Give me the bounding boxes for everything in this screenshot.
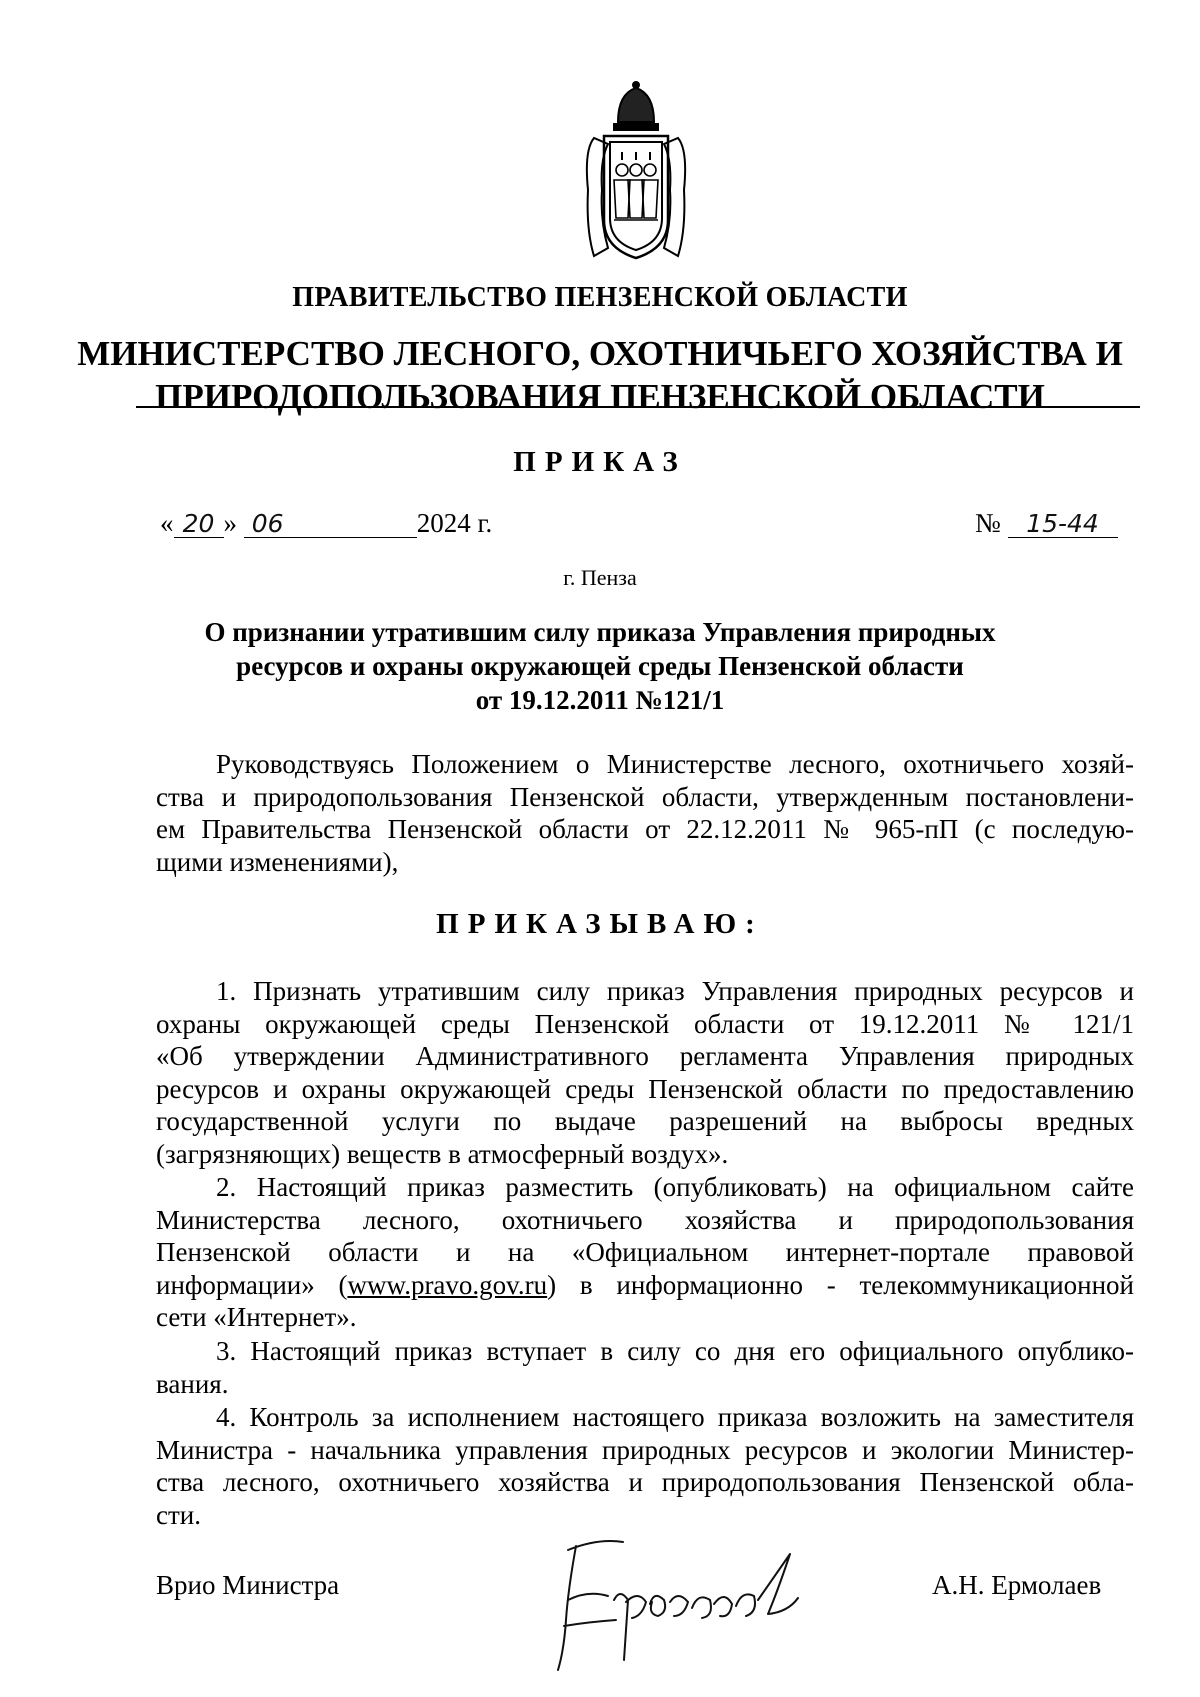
order-date xyxy=(160,508,492,539)
item-line: ресурсов и охраны окружающей среды Пензенской области по предоставлению xyxy=(156,1073,1134,1104)
order-title: ПРИКАЗ xyxy=(513,446,687,478)
ministry-heading-line2: ПРИРОДОПОЛЬЗОВАНИЯ ПЕНЗЕНСКОЙ ОБЛАСТИ xyxy=(155,377,1045,416)
item-line: 2. Настоящий приказ разместить (опубликовать) на официальном сайте xyxy=(216,1172,1134,1202)
subject-line2: ресурсов и охраны окружающей среды Пензенской области xyxy=(236,651,964,681)
preamble-line: щими изменениями), xyxy=(156,846,399,877)
preamble-line: ем Правительства Пензенской области от 22.12.2011 № 965-пП (с последую- xyxy=(156,814,1134,845)
item-line: сти. xyxy=(156,1499,201,1530)
order-subject xyxy=(0,615,1200,717)
date-close-quote: » xyxy=(223,508,237,538)
coat-of-arms-emblem xyxy=(574,80,698,268)
number-value: 15-44 xyxy=(1008,511,1118,538)
date-open-quote: « xyxy=(160,508,174,538)
item-line xyxy=(156,1269,1134,1302)
number-label: № xyxy=(975,508,1001,538)
item-line: 4. Контроль за исполнением настоящего приказа возложить на заместителя xyxy=(216,1402,1134,1432)
item-line-text: ) в информационно - телекоммуникационной xyxy=(547,1269,1134,1300)
orders-title: ПРИКАЗЫВАЮ: xyxy=(436,908,764,940)
header-divider xyxy=(136,406,1140,408)
government-heading: ПРАВИТЕЛЬСТВО ПЕНЗЕНСКОЙ ОБЛАСТИ xyxy=(292,282,908,313)
item-line: охраны окружающей среды Пензенской области от 19.12.2011 № 121/1 xyxy=(156,1008,1134,1039)
date-day: 20 xyxy=(174,511,224,538)
item-line: 1. Признать утратившим силу приказ Управления природных ресурсов и xyxy=(216,976,1134,1006)
item-3 xyxy=(156,1335,1134,1400)
item-line: 3. Настоящий приказ вступает в силу со дня его официального опублико- xyxy=(216,1336,1134,1366)
subject-line1: О признании утратившим силу приказа Управления природных xyxy=(204,617,996,647)
item-line: (загрязняющих) веществ в атмосферный воздух». xyxy=(156,1138,729,1169)
ministry-heading-line1: МИНИСТЕРСТВО ЛЕСНОГО, ОХОТНИЧЬЕГО ХОЗЯЙСТВА И xyxy=(77,334,1123,373)
item-line: вания. xyxy=(156,1368,229,1399)
item-2 xyxy=(156,1171,1134,1334)
subject-line3: от 19.12.2011 №121/1 xyxy=(475,685,725,715)
signatory-role: Врио Министра xyxy=(156,1570,340,1600)
signatory-name: А.Н. Ермолаев xyxy=(932,1570,1102,1600)
item-line: ства лесного, охотничьего хозяйства и природопользования Пензенской обла- xyxy=(156,1467,1134,1498)
item-line: Министерства лесного, охотничьего хозяйства и природопользования xyxy=(156,1204,1134,1235)
item-4 xyxy=(156,1401,1134,1531)
preamble xyxy=(156,748,1134,878)
handwritten-signature xyxy=(528,1530,828,1680)
order-number xyxy=(975,508,1118,539)
item-line: Пензенской области и на «Официальном интернет-портале правовой xyxy=(156,1237,1134,1268)
preamble-line: ства и природопользования Пензенской области, утвержденным постановлени- xyxy=(156,781,1134,812)
item-line: Министра - начальника управления природных ресурсов и экологии Министер- xyxy=(156,1434,1134,1465)
item-line: сети «Интернет». xyxy=(156,1302,357,1333)
city: г. Пенза xyxy=(563,565,637,590)
item-line: «Об утверждении Административного регламента Управления природных xyxy=(156,1041,1134,1072)
date-year: 2024 г. xyxy=(416,508,493,538)
item-line-text: информации» ( xyxy=(156,1269,348,1300)
date-month: 06 xyxy=(244,511,417,538)
item-1 xyxy=(156,975,1134,1171)
pravo-gov-link[interactable]: www.pravo.gov.ru xyxy=(347,1269,548,1300)
preamble-line: Руководствуясь Положением о Министерстве лесного, охотничьего хозяй- xyxy=(216,749,1134,779)
item-line: государственной услуги по выдаче разрешений на выбросы вредных xyxy=(156,1106,1134,1137)
